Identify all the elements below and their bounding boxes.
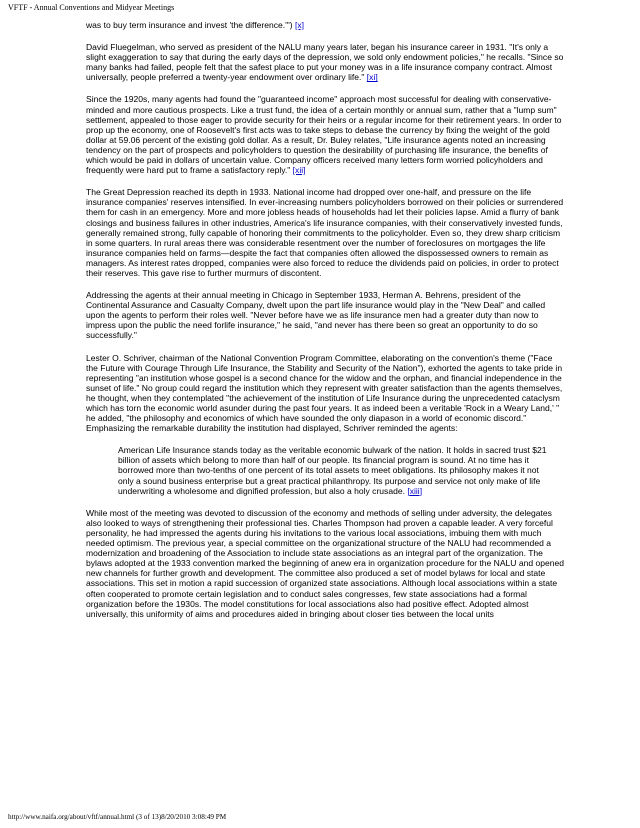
article-body <box>86 20 564 631</box>
footnote-link-xiii[interactable]: [xiii] <box>407 485 423 496</box>
footnote-link-xii[interactable]: [xii] <box>292 165 306 176</box>
footnote-link-x[interactable]: [x] <box>295 20 305 30</box>
paragraph <box>86 42 564 82</box>
paragraph-text: David Fluegelman, who served as president of the NALU many years later, began his insurance career in 1931. "It's only a slight exaggeration to say that during the early days of the depression, we sold only endowment policies," he recalls. "Since so many banks had failed, people felt that the safest place to put your money was in a life insurance company contract. Almost universally, people preferred a twenty-year endowment over ordinary life." <box>86 42 564 83</box>
block-quote <box>118 445 550 495</box>
footnote-link-xi[interactable]: [xi] <box>366 72 378 83</box>
paragraph <box>86 94 564 175</box>
print-header: VFTF - Annual Conventions and Midyear Meetings <box>8 3 175 12</box>
paragraph: The Great Depression reached its depth in 1933. National income had dropped over one-half, and pressure on the life insurance companies' reserves intensified. In ever-increasing numbers policyholders borrowed on their policies or surrendered them for cash in an emergency. More and more jobless heads of households had let their policies lapse. Amid a flurry of bank closings and business failures in other industries, America's life insurance companies, with their conservatively invested funds, generally remained strong, fully capable of honoring their commitments to the policyholder. Even so, they drew sharp criticism in some quarters. In rural areas there was considerable resentment over the number of foreclosures on mortgages the life insurance companies held on farms—despite the fact that companies often allowed the dispossessed owners to remain as managers. As interest rates dropped, companies were also forced to reduce the dividends paid on policies, in order to protect their reserves. This gave rise to further murmurs of discontent. <box>86 187 564 278</box>
paragraph: Lester O. Schriver, chairman of the National Convention Program Committee, elaborating on the convention's theme ("Face the Future with Courage Through Life Insurance, the Stability and Security of the Nation"), exhorted the agents to take pride in representing "an institution whose gospel is a second chance for the widow and the orphan, and financial independence in the sunset of life." No group could regard the institution which they represent with greater satisfaction than the agents themselves, he thought, when they contemplated "the achievement of the institution of Life Insurance during the unprecedented cataclysm which has torn the economic world asunder during the past four years. It as indeed been a veritable 'Rock in a Weary Land,' " he added, "the philosophy and economics of which have sounded the only diapason in a world of economic discord." Emphasizing the remarkable durability the institution had displayed, Schriver reminded the agents: <box>86 352 563 434</box>
paragraph: Addressing the agents at their annual meeting in Chicago in September 1933, Herman A. Behrens, president of the Continental Assurance and Casualty Company, dwelt upon the part life insurance would play in the "New Deal" and called upon the agents to perform their roles well. "Never before have we as life insurance men had a greater duty than now to impress upon the public the need forlife insurance," he said, "and never has there been so great an opportunity to do so successfully." <box>86 290 546 341</box>
paragraph-text: Since the 1920s, many agents had found the "guaranteed income" approach most successful for dealing with conservative-minded and more cautious prospects. Like a trust fund, the idea of a certain monthly or annual sum, rather that a "lump sum" settlement, appealed to those eager to provide security for their heirs or a regular income for their retirement years. In order to prop up the economy, one of Roosevelt's first acts was to take steps to debase the currency by fixing the weight of the gold dollar at 59.06 percent of the existing gold dollar. As a result, Dr. Buley relates, "Life insurance agents noted an increasing tendency on the part of prospects and policyholders to question the desirability of purchasing life insurance, the benefits of which would be paid in dollars of uncertain value. Company officers received many letters form worried policyholders and frequently were hard put to frame a satisfactory reply." <box>86 94 562 176</box>
quote-text: American Life Insurance stands today as the veritable economic bulwark of the nation. It holds in sacred trust $21 billion of assets which belong to more than half of our people. Its financial program is sound. At no time has it borrowed more than two-tenths of one percent of its total assets to meet obligations. Its philosophy makes it not only a sound business enterprise but a great practical philanthropy. Its purpose and service not only make of life underwriting a wholesome and dignified profession, but also a holy crusade. <box>118 445 547 496</box>
paragraph-text: was to buy term insurance and invest 'the difference.'") <box>86 20 293 30</box>
print-footer-url: http://www.naifa.org/about/vftf/annual.html (3 of 13)8/20/2010 3:08:49 PM <box>8 813 227 821</box>
paragraph <box>86 20 564 30</box>
paragraph: While most of the meeting was devoted to discussion of the economy and methods of selling under adversity, the delegates also looked to ways of strengthening their professional ties. Charles Thompson had proven a capable leader. A very forceful personality, he had impressed the agents during his invitations to the various local associations, imbuing them with much needed optimism. The previous year, a special committee on the organizational structure of the NALU had recommended a modernization and broadening of the Association to include state associations as an integral part of the organization. The bylaws adopted at the 1933 convention marked the beginning of anew era in organization procedure for the NALU and opened new channels for further growth and development. The committee also produced a set of model bylaws for local and state associations. This set in motion a rapid succession of organized state associations. Although local associations within a state often cooperated to promote certain legislation and to conduct sales congresses, few state associations had a formal organization before the 1930s. The model constitutions for local associations also had positive effect. Adopted almost universally, this uniformity of aims and procedures aided in bringing about closer ties between the local units <box>86 507 565 619</box>
